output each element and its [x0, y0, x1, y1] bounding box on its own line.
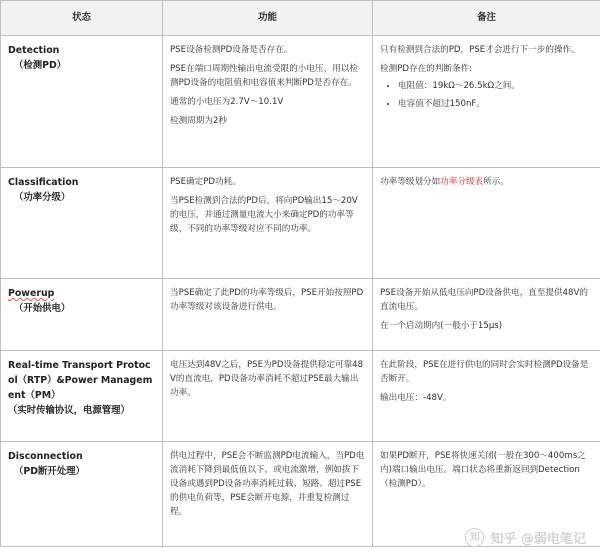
- state-en: Disconnection: [8, 451, 83, 462]
- note-cell: [373, 351, 600, 442]
- note-text: 检测PD存在的判断条件:: [380, 64, 473, 74]
- table-row: [1, 279, 600, 351]
- state-cn: （检测PD）: [14, 60, 67, 71]
- list-item: • 电容值不超过150nF。: [398, 97, 594, 111]
- list-item: • 电阻值：19kΩ～26.5kΩ之间。: [398, 79, 594, 93]
- note-text: 在一个启动期内(一般小于15μs): [380, 321, 503, 331]
- note-text: 在此阶段，PSE在进行供电的同时会实时检测PD设备是否断开。: [380, 360, 589, 384]
- function-cell: [163, 442, 373, 547]
- state-cell: [1, 36, 163, 168]
- function-text: PSE确定PD功耗。: [170, 177, 241, 187]
- function-text: 通常的小电压为2.7V～10.1V: [170, 97, 284, 107]
- zhihu-watermark: [465, 528, 586, 547]
- note-text: 如果PD断开，PSE将快速关闭(一般在300～400ms之内)端口输出电压。端口状态将重新返回到Detection（检测PD）。: [380, 451, 586, 489]
- state-cn: （开始供电）: [14, 303, 71, 314]
- table-row: [1, 36, 600, 168]
- function-cell: [163, 279, 373, 351]
- state-cell: [1, 168, 163, 279]
- state-en-text: Powerup: [8, 288, 55, 299]
- note-text: 输出电压：-48V。: [380, 393, 452, 403]
- table-row: [1, 168, 600, 279]
- header-state: 状态: [1, 1, 163, 36]
- function-text: 当PSE检测到合法的PD后，将向PD输出15～20V的电压，并通过测量电流大小来确定PD的功率等级，不同的功率等级对应不同的功率。: [170, 196, 358, 234]
- header-note: 备注: [373, 1, 600, 36]
- state-cell: [1, 351, 163, 442]
- state-cn: （实时传输协议，电源管理）: [8, 405, 130, 416]
- note-suffix: 所示。: [483, 177, 509, 187]
- state-en: Classification: [8, 177, 79, 188]
- function-cell: [163, 36, 373, 168]
- note-cell: [373, 168, 600, 279]
- function-text: 电压达到48V之后，PSE为PD设备提供稳定可靠48V的直流电，PD设备功率消耗不超过PSE最大输出功率。: [170, 360, 364, 398]
- note-prefix: 功率等级划分如: [380, 177, 441, 187]
- state-cell: [1, 442, 163, 547]
- function-text: 检测周期为2秒: [170, 116, 228, 126]
- power-class-table-link[interactable]: 功率分级表: [440, 177, 484, 187]
- state-en: Real-time Transport Protocol（RTP）&Power Management（PM）: [8, 360, 153, 401]
- function-text: PSE在端口周期性输出电流受限的小电压，用以检测PD设备的电阻值和电容值来判断PD是否存在。: [170, 64, 358, 88]
- note-text: [380, 175, 594, 189]
- note-bullet-list: [380, 79, 594, 111]
- state-cn: （功率分级）: [14, 192, 71, 203]
- note-cell: [373, 36, 600, 168]
- note-cell: [373, 279, 600, 351]
- note-text: 只有检测到合法的PD，PSE才会进行下一步的操作。: [380, 45, 580, 55]
- table-row: [1, 351, 600, 442]
- state-en: Detection: [8, 45, 60, 56]
- function-cell: [163, 168, 373, 279]
- function-cell: [163, 351, 373, 442]
- table-header-row: [1, 1, 600, 36]
- zhihu-logo-icon: 知: [465, 528, 484, 547]
- state-en: [8, 286, 156, 301]
- function-text: PSE设备检测PD设备是否存在。: [170, 45, 293, 55]
- function-text: 当PSE确定了此PD的功率等级后，PSE开始按照PD功率等级对该设备进行供电。: [170, 288, 364, 312]
- function-text: 供电过程中，PSE会不断监测PD电流输入，当PD电流消耗下降到最低值以下，或电流激增，例如拔下设备或遇到PD设备功率消耗过载、短路、超过PSE的供电负荷等，PSE会断开电源，并重复检测过程。: [170, 451, 365, 517]
- note-text: PSE设备开始从低电压向PD设备供电，直至提供48V的直流电压。: [380, 288, 588, 312]
- header-function: 功能: [163, 1, 373, 36]
- state-cell: [1, 279, 163, 351]
- state-cn: （PD断开处理）: [14, 466, 85, 477]
- watermark-text: 知乎 @弱电笔记: [490, 532, 586, 547]
